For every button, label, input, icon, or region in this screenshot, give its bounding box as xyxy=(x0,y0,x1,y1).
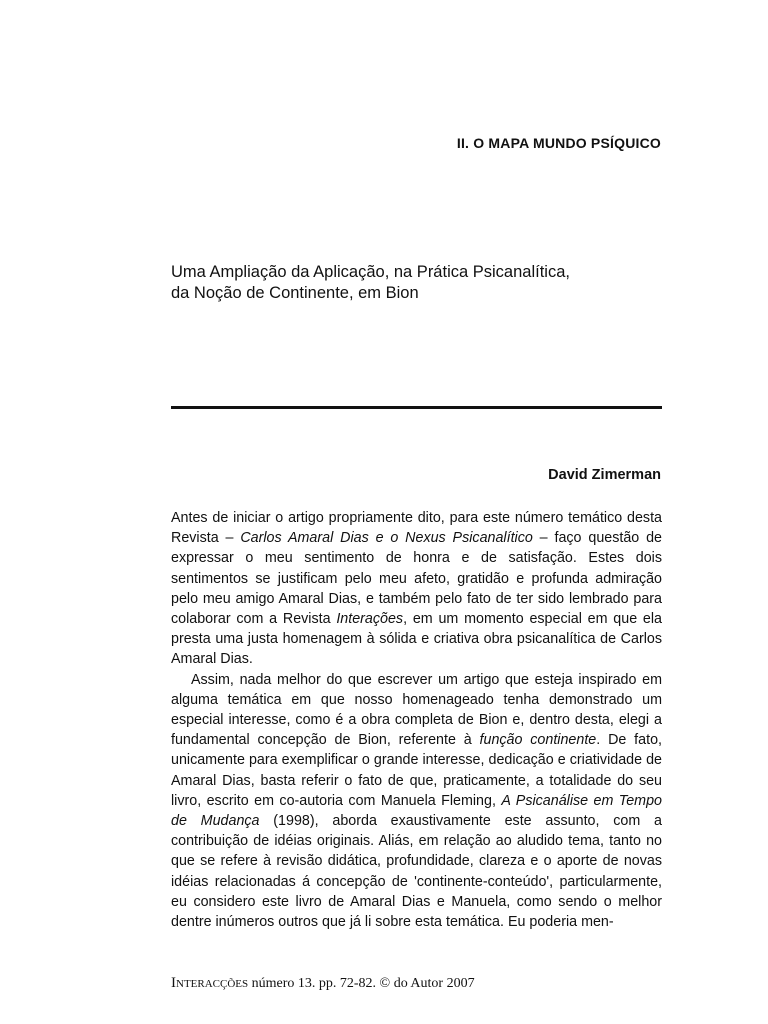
page-footer xyxy=(171,975,475,992)
p1-italic-2: Interações xyxy=(336,611,404,628)
article-title-line-2: da Noção de Continente, em Bion xyxy=(171,284,419,302)
p2-italic-2: A Psicanálise em Tempo de Mudança xyxy=(171,792,662,830)
body-paragraph-1 xyxy=(171,508,662,670)
title-divider xyxy=(171,406,662,409)
p1-text-2: – faço questão de expressar o meu sentimento de honra e de satisfação. Estes dois sentimentos se justificam pelo meu afeto, gratidão e profunda admiração pelo meu amigo Amaral Dias, e também pelo fato de ter sido lembrado para colaborar com a Revista xyxy=(171,530,662,628)
p2-text-3: (1998), aborda exaustivamente este assunto, com a contribuição de idéias originais. Aliás, em relação ao aludido tema, tanto no que se refere à revisão didática, profundidade, clareza e o aporte de novas idéias relacionadas á concepção de 'continente-conteúdo', particularmente, eu considero este livro de Amaral Dias e Manuela, como sendo o melhor dentre inúmeros outros que já li sobre esta temática. Eu poderia men- xyxy=(171,813,662,931)
p1-text-3: , em um momento especial em que ela presta uma justa homenagem à sólida e criativa obra psicanalítica de Carlos Amaral Dias. xyxy=(171,611,662,668)
article-title xyxy=(171,262,661,304)
article-body xyxy=(171,508,662,932)
p1-italic-1: Carlos Amaral Dias e o Nexus Psicanalítico xyxy=(240,530,533,547)
p2-text-1: Assim, nada melhor do que escrever um artigo que esteja inspirado em alguma temática em que nosso homenageado tenha demonstrado um especial interesse, como é a obra completa de Bion e, dentro desta, elegi a fundamental concepção de Bion, referente à xyxy=(171,671,662,749)
article-title-line-1: Uma Ampliação da Aplicação, na Prática Psicanalítica, xyxy=(171,263,570,281)
author-name: David Zimerman xyxy=(548,467,661,483)
body-paragraph-2 xyxy=(171,670,662,933)
section-heading: II. O MAPA MUNDO PSÍQUICO xyxy=(456,135,661,151)
citation-text: número 13. pp. 72-82. © do Autor 2007 xyxy=(248,976,475,991)
journal-name: Interacções xyxy=(171,975,249,991)
p1-text-1: Antes de iniciar o artigo propriamente dito, para este número temático desta Revista – xyxy=(171,510,662,547)
p2-italic-1: função continente xyxy=(479,732,597,749)
p2-text-2: . De fato, unicamente para exemplificar o grande interesse, dedicação e criatividade de Amaral Dias, basta referir o fato de que, praticamente, a totalidade do seu livro, escrito em co-autoria com Manuela Fleming, xyxy=(171,732,663,809)
